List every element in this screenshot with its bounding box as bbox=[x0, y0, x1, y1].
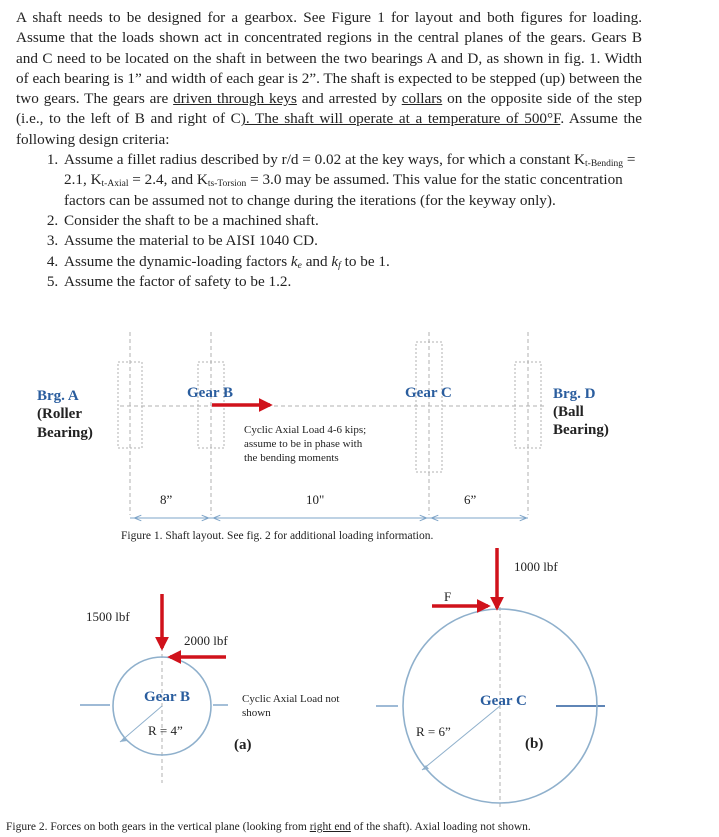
gear-c-radius-label: R = 6” bbox=[416, 724, 451, 739]
dim-label-10: 10" bbox=[306, 492, 325, 507]
keys-link-text: driven through keys bbox=[173, 90, 297, 108]
axial-load-note-3: the bending moments bbox=[244, 452, 339, 464]
criterion-5: 5. Assume the factor of safety to be 1.2. bbox=[62, 272, 642, 292]
gear-b-circle-label: Gear B bbox=[144, 689, 190, 705]
dim-label-6: 6” bbox=[464, 492, 477, 507]
load-1000-label: 1000 lbf bbox=[514, 559, 558, 574]
gear-b-label: Gear B bbox=[187, 385, 233, 401]
figure-2-caption: Figure 2. Forces on both gears in the vertical plane (looking from right end of the shaft). Axial loading not shown. bbox=[6, 821, 531, 833]
load-1500-label: 1500 lbf bbox=[86, 609, 130, 624]
load-2000-label: 2000 lbf bbox=[184, 633, 228, 648]
dim-label-8: 8” bbox=[160, 492, 173, 507]
brg-a-label: Brg. A bbox=[37, 388, 79, 404]
criterion-4: 4. Assume the dynamic-loading factors $k_e$ and $k_f$ to be 1. bbox=[62, 252, 642, 272]
axial-load-note-1: Cyclic Axial Load 4-6 kips; bbox=[244, 424, 367, 436]
gear-b-radius-label: R = 4” bbox=[148, 723, 183, 738]
gear-c-loading bbox=[376, 548, 605, 810]
intro-paragraph: A shaft needs to be designed for a gearbox. See Figure 1 for layout and both figures for loading. Assume that the loads shown act in concentrated regions in the central planes of the gears. Gears B and C need to be located on the shaft in between the two bearings A and D, as shown in fig. 1. Width of each bearing is 1” and width of each gear is 2”. The shaft is expected to be stepped (up) between the two gears. The gears are driven through keys and arrested by collars on the opposite side of the step (i.e., to the left of B and right of C). The shaft will operate at a temperature of 500°F. Assume the following design criteria: bbox=[16, 9, 642, 148]
axial-not-shown-note: Cyclic Axial Load not bbox=[242, 693, 340, 705]
gear-c-label: Gear C bbox=[405, 385, 452, 401]
load-f-label: F bbox=[444, 589, 452, 604]
gear-c-circle-label: Gear C bbox=[480, 693, 527, 709]
subfigure-a-label: (a) bbox=[234, 737, 252, 753]
figure-1-caption: Figure 1. Shaft layout. See fig. 2 for additional loading information. bbox=[121, 530, 434, 542]
brg-d-type-2: Bearing) bbox=[553, 422, 609, 438]
axial-load-note-2: assume to be in phase with bbox=[244, 438, 363, 450]
criterion-1: 1. Assume a fillet radius described by r/d = 0.02 at the key ways, for which a constant $K_{t-Bending} = 2.1$, $K_{t-Axial} = 2.4$, and $K_{ts-Torsion} = 3.0$ may be assumed. This value for the static concentration factors can be assumed not to change during the iterations (for the keyway only). bbox=[62, 150, 642, 211]
brg-d-type-1: (Ball bbox=[553, 404, 584, 420]
brg-d-label: Brg. D bbox=[553, 386, 596, 402]
brg-a-type-2: Bearing) bbox=[37, 425, 93, 441]
criterion-3: 3. Assume the material to be AISI 1040 CD. bbox=[62, 231, 642, 251]
axial-not-shown-note-2: shown bbox=[242, 707, 271, 719]
brg-a-type-1: (Roller bbox=[37, 406, 82, 422]
criterion-2: 2. Consider the shaft to be a machined shaft. bbox=[62, 211, 642, 231]
subfigure-b-label: (b) bbox=[525, 736, 544, 752]
